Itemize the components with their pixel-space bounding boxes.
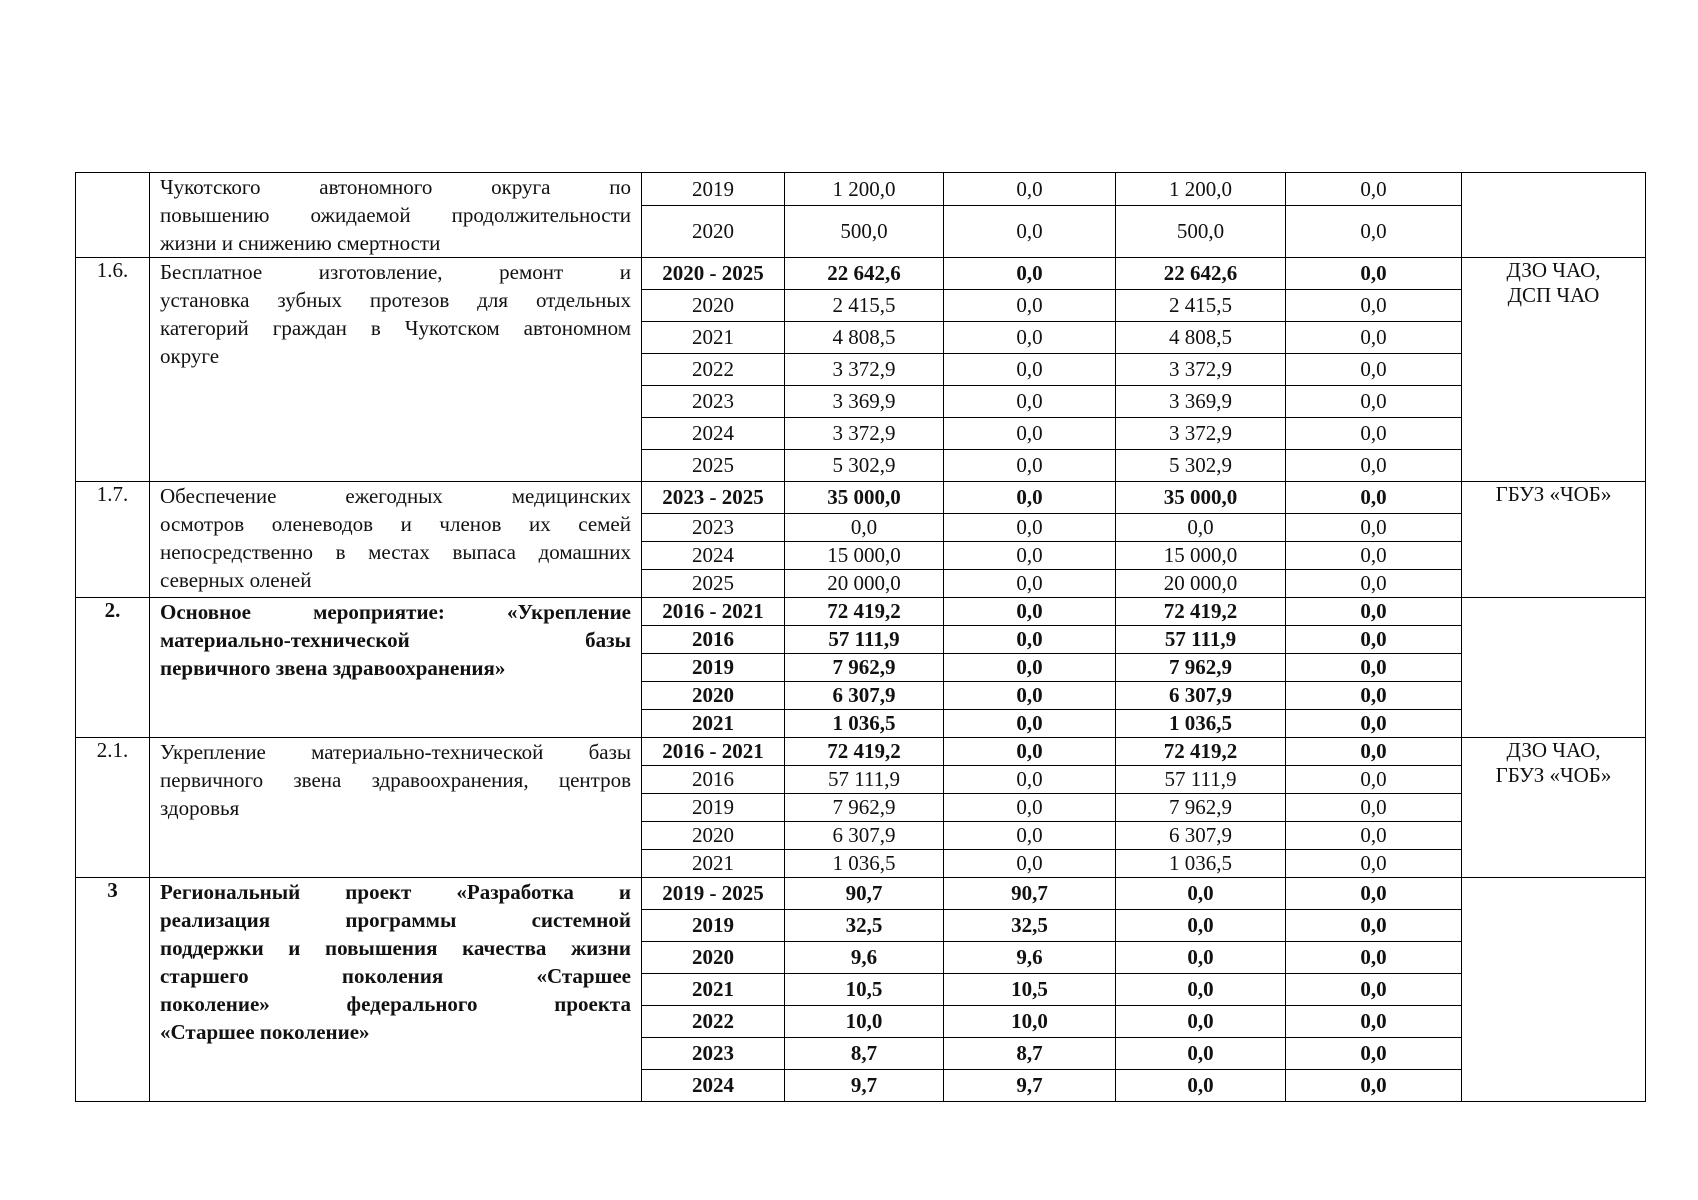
regional-budget-cell: 3 372,9 <box>1116 418 1286 450</box>
period-cell: 2016 <box>642 766 785 794</box>
period-cell: 2024 <box>642 1070 785 1102</box>
total-amount-cell: 57 111,9 <box>785 626 944 654</box>
other-sources-cell: 0,0 <box>1286 542 1462 570</box>
regional-budget-cell: 5 302,9 <box>1116 450 1286 482</box>
other-sources-cell: 0,0 <box>1286 626 1462 654</box>
responsible-executor <box>1462 738 1646 878</box>
total-amount-cell: 7 962,9 <box>785 654 944 682</box>
other-sources-cell: 0,0 <box>1286 206 1462 258</box>
regional-budget-cell: 0,0 <box>1116 878 1286 910</box>
period-cell: 2020 - 2025 <box>642 258 785 290</box>
description-line: материально-технической базы <box>160 628 631 652</box>
period-cell: 2021 <box>642 710 785 738</box>
period-cell: 2022 <box>642 354 785 386</box>
responsible-executor <box>1462 258 1646 482</box>
regional-budget-cell: 2 415,5 <box>1116 290 1286 322</box>
other-sources-cell: 0,0 <box>1286 974 1462 1006</box>
total-amount-cell: 32,5 <box>785 910 944 942</box>
federal-budget-cell: 0,0 <box>944 794 1116 822</box>
other-sources-cell: 0,0 <box>1286 418 1462 450</box>
description-line: северных оленей <box>160 568 312 592</box>
description-line: первичного звена здравоохранения, центров <box>160 768 631 792</box>
responsible-executor <box>1462 598 1646 738</box>
other-sources-cell: 0,0 <box>1286 1006 1462 1038</box>
other-sources-cell: 0,0 <box>1286 794 1462 822</box>
federal-budget-cell: 0,0 <box>944 173 1116 206</box>
regional-budget-cell: 6 307,9 <box>1116 822 1286 850</box>
period-cell: 2019 <box>642 910 785 942</box>
period-cell: 2020 <box>642 290 785 322</box>
total-amount-cell: 57 111,9 <box>785 766 944 794</box>
period-cell: 2021 <box>642 850 785 878</box>
other-sources-cell: 0,0 <box>1286 910 1462 942</box>
period-cell: 2023 <box>642 1038 785 1070</box>
period-cell: 2019 <box>642 794 785 822</box>
period-cell: 2020 <box>642 822 785 850</box>
description-line: Укрепление материально-технической базы <box>160 740 631 764</box>
period-cell: 2025 <box>642 570 785 598</box>
row-index: 1.7. <box>76 482 150 598</box>
federal-budget-cell: 32,5 <box>944 910 1116 942</box>
period-cell: 2021 <box>642 322 785 354</box>
regional-budget-cell: 7 962,9 <box>1116 654 1286 682</box>
federal-budget-cell: 0,0 <box>944 682 1116 710</box>
table-row <box>76 173 1646 206</box>
other-sources-cell: 0,0 <box>1286 386 1462 418</box>
row-index: 2. <box>76 598 150 738</box>
total-amount-cell: 1 036,5 <box>785 850 944 878</box>
description-line: старшего поколения «Старшее <box>160 964 631 988</box>
description-line: здоровья <box>160 796 240 820</box>
description-line: осмотров оленеводов и членов их семей <box>160 512 631 536</box>
responsible-line: ДСП ЧАО <box>1507 283 1600 307</box>
total-amount-cell: 9,6 <box>785 942 944 974</box>
regional-budget-cell: 20 000,0 <box>1116 570 1286 598</box>
description-line: Региональный проект «Разработка и <box>160 880 631 904</box>
regional-budget-cell: 57 111,9 <box>1116 766 1286 794</box>
other-sources-cell: 0,0 <box>1286 570 1462 598</box>
description-line: Чукотского автономного округа по <box>160 175 631 199</box>
activity-description <box>150 482 642 598</box>
federal-budget-cell: 10,5 <box>944 974 1116 1006</box>
other-sources-cell: 0,0 <box>1286 450 1462 482</box>
other-sources-cell: 0,0 <box>1286 766 1462 794</box>
responsible-line: ДЗО ЧАО, <box>1506 738 1601 762</box>
federal-budget-cell: 0,0 <box>944 822 1116 850</box>
activity-description <box>150 598 642 738</box>
regional-budget-cell: 4 808,5 <box>1116 322 1286 354</box>
description-line: жизни и снижению смертности <box>160 231 441 255</box>
description-line: реализация программы системной <box>160 908 631 932</box>
total-amount-cell: 6 307,9 <box>785 682 944 710</box>
regional-budget-cell: 1 036,5 <box>1116 710 1286 738</box>
federal-budget-cell: 0,0 <box>944 738 1116 766</box>
other-sources-cell: 0,0 <box>1286 822 1462 850</box>
total-amount-cell: 10,0 <box>785 1006 944 1038</box>
row-index: 2.1. <box>76 738 150 878</box>
description-line: Основное мероприятие: «Укрепление <box>160 600 631 624</box>
activity-description <box>150 173 642 258</box>
regional-budget-cell: 1 036,5 <box>1116 850 1286 878</box>
table-row <box>76 258 1646 290</box>
description-line: округе <box>160 344 220 368</box>
period-cell: 2019 - 2025 <box>642 878 785 910</box>
other-sources-cell: 0,0 <box>1286 482 1462 514</box>
federal-budget-cell: 0,0 <box>944 354 1116 386</box>
federal-budget-cell: 0,0 <box>944 626 1116 654</box>
federal-budget-cell: 90,7 <box>944 878 1116 910</box>
description-line: Обеспечение ежегодных медицинских <box>160 484 631 508</box>
table-row <box>76 878 1646 910</box>
responsible-executor <box>1462 878 1646 1102</box>
federal-budget-cell: 0,0 <box>944 542 1116 570</box>
federal-budget-cell: 0,0 <box>944 290 1116 322</box>
table-row <box>76 598 1646 626</box>
regional-budget-cell: 0,0 <box>1116 1006 1286 1038</box>
regional-budget-cell: 0,0 <box>1116 1070 1286 1102</box>
federal-budget-cell: 9,7 <box>944 1070 1116 1102</box>
row-index <box>76 173 150 258</box>
other-sources-cell: 0,0 <box>1286 290 1462 322</box>
regional-budget-cell: 0,0 <box>1116 514 1286 542</box>
regional-budget-cell: 3 369,9 <box>1116 386 1286 418</box>
period-cell: 2016 <box>642 626 785 654</box>
federal-budget-cell: 0,0 <box>944 418 1116 450</box>
total-amount-cell: 8,7 <box>785 1038 944 1070</box>
regional-budget-cell: 0,0 <box>1116 910 1286 942</box>
total-amount-cell: 72 419,2 <box>785 598 944 626</box>
total-amount-cell: 9,7 <box>785 1070 944 1102</box>
federal-budget-cell: 0,0 <box>944 258 1116 290</box>
other-sources-cell: 0,0 <box>1286 878 1462 910</box>
activity-description <box>150 738 642 878</box>
federal-budget-cell: 0,0 <box>944 654 1116 682</box>
total-amount-cell: 72 419,2 <box>785 738 944 766</box>
total-amount-cell: 1 036,5 <box>785 710 944 738</box>
financing-table <box>75 172 1646 1102</box>
total-amount-cell: 0,0 <box>785 514 944 542</box>
regional-budget-cell: 0,0 <box>1116 974 1286 1006</box>
period-cell: 2023 - 2025 <box>642 482 785 514</box>
regional-budget-cell: 1 200,0 <box>1116 173 1286 206</box>
regional-budget-cell: 3 372,9 <box>1116 354 1286 386</box>
other-sources-cell: 0,0 <box>1286 682 1462 710</box>
total-amount-cell: 7 962,9 <box>785 794 944 822</box>
federal-budget-cell: 10,0 <box>944 1006 1116 1038</box>
other-sources-cell: 0,0 <box>1286 598 1462 626</box>
total-amount-cell: 22 642,6 <box>785 258 944 290</box>
total-amount-cell: 15 000,0 <box>785 542 944 570</box>
total-amount-cell: 500,0 <box>785 206 944 258</box>
federal-budget-cell: 0,0 <box>944 570 1116 598</box>
total-amount-cell: 35 000,0 <box>785 482 944 514</box>
regional-budget-cell: 500,0 <box>1116 206 1286 258</box>
period-cell: 2025 <box>642 450 785 482</box>
period-cell: 2020 <box>642 942 785 974</box>
regional-budget-cell: 57 111,9 <box>1116 626 1286 654</box>
regional-budget-cell: 35 000,0 <box>1116 482 1286 514</box>
federal-budget-cell: 0,0 <box>944 386 1116 418</box>
table-row <box>76 738 1646 766</box>
federal-budget-cell: 9,6 <box>944 942 1116 974</box>
other-sources-cell: 0,0 <box>1286 850 1462 878</box>
description-line: поддержки и повышения качества жизни <box>160 936 631 960</box>
period-cell: 2023 <box>642 514 785 542</box>
table-row <box>76 482 1646 514</box>
total-amount-cell: 5 302,9 <box>785 450 944 482</box>
period-cell: 2023 <box>642 386 785 418</box>
federal-budget-cell: 0,0 <box>944 450 1116 482</box>
description-line: первичного звена здравоохранения» <box>160 656 506 680</box>
period-cell: 2024 <box>642 542 785 570</box>
period-cell: 2020 <box>642 206 785 258</box>
regional-budget-cell: 72 419,2 <box>1116 598 1286 626</box>
period-cell: 2016 - 2021 <box>642 738 785 766</box>
other-sources-cell: 0,0 <box>1286 710 1462 738</box>
other-sources-cell: 0,0 <box>1286 514 1462 542</box>
row-index: 1.6. <box>76 258 150 482</box>
period-cell: 2019 <box>642 654 785 682</box>
total-amount-cell: 3 372,9 <box>785 354 944 386</box>
regional-budget-cell: 7 962,9 <box>1116 794 1286 822</box>
regional-budget-cell: 72 419,2 <box>1116 738 1286 766</box>
total-amount-cell: 2 415,5 <box>785 290 944 322</box>
description-line: повышению ожидаемой продолжительности <box>160 203 631 227</box>
regional-budget-cell: 6 307,9 <box>1116 682 1286 710</box>
federal-budget-cell: 0,0 <box>944 850 1116 878</box>
description-line: Бесплатное изготовление, ремонт и <box>160 260 631 284</box>
other-sources-cell: 0,0 <box>1286 738 1462 766</box>
other-sources-cell: 0,0 <box>1286 654 1462 682</box>
responsible-executor <box>1462 173 1646 258</box>
regional-budget-cell: 22 642,6 <box>1116 258 1286 290</box>
description-line: поколение» федерального проекта <box>160 992 631 1016</box>
total-amount-cell: 3 372,9 <box>785 418 944 450</box>
total-amount-cell: 10,5 <box>785 974 944 1006</box>
responsible-line: ГБУЗ «ЧОБ» <box>1495 763 1612 787</box>
federal-budget-cell: 0,0 <box>944 322 1116 354</box>
row-index: 3 <box>76 878 150 1102</box>
total-amount-cell: 4 808,5 <box>785 322 944 354</box>
federal-budget-cell: 0,0 <box>944 206 1116 258</box>
period-cell: 2021 <box>642 974 785 1006</box>
responsible-executor <box>1462 482 1646 598</box>
federal-budget-cell: 0,0 <box>944 514 1116 542</box>
regional-budget-cell: 0,0 <box>1116 1038 1286 1070</box>
period-cell: 2024 <box>642 418 785 450</box>
other-sources-cell: 0,0 <box>1286 1038 1462 1070</box>
other-sources-cell: 0,0 <box>1286 258 1462 290</box>
federal-budget-cell: 0,0 <box>944 766 1116 794</box>
total-amount-cell: 90,7 <box>785 878 944 910</box>
federal-budget-cell: 0,0 <box>944 710 1116 738</box>
federal-budget-cell: 0,0 <box>944 482 1116 514</box>
total-amount-cell: 1 200,0 <box>785 173 944 206</box>
other-sources-cell: 0,0 <box>1286 322 1462 354</box>
responsible-line: ГБУЗ «ЧОБ» <box>1495 482 1612 506</box>
period-cell: 2019 <box>642 173 785 206</box>
activity-description <box>150 878 642 1102</box>
other-sources-cell: 0,0 <box>1286 173 1462 206</box>
period-cell: 2016 - 2021 <box>642 598 785 626</box>
total-amount-cell: 3 369,9 <box>785 386 944 418</box>
federal-budget-cell: 0,0 <box>944 598 1116 626</box>
description-line: категорий граждан в Чукотском автономном <box>160 316 631 340</box>
total-amount-cell: 20 000,0 <box>785 570 944 598</box>
other-sources-cell: 0,0 <box>1286 354 1462 386</box>
other-sources-cell: 0,0 <box>1286 1070 1462 1102</box>
regional-budget-cell: 15 000,0 <box>1116 542 1286 570</box>
federal-budget-cell: 8,7 <box>944 1038 1116 1070</box>
description-line: непосредственно в местах выпаса домашних <box>160 540 631 564</box>
other-sources-cell: 0,0 <box>1286 942 1462 974</box>
regional-budget-cell: 0,0 <box>1116 942 1286 974</box>
description-line: установка зубных протезов для отдельных <box>160 288 631 312</box>
responsible-line: ДЗО ЧАО, <box>1506 258 1601 282</box>
period-cell: 2020 <box>642 682 785 710</box>
activity-description <box>150 258 642 482</box>
total-amount-cell: 6 307,9 <box>785 822 944 850</box>
period-cell: 2022 <box>642 1006 785 1038</box>
description-line: «Старшее поколение» <box>160 1020 370 1044</box>
